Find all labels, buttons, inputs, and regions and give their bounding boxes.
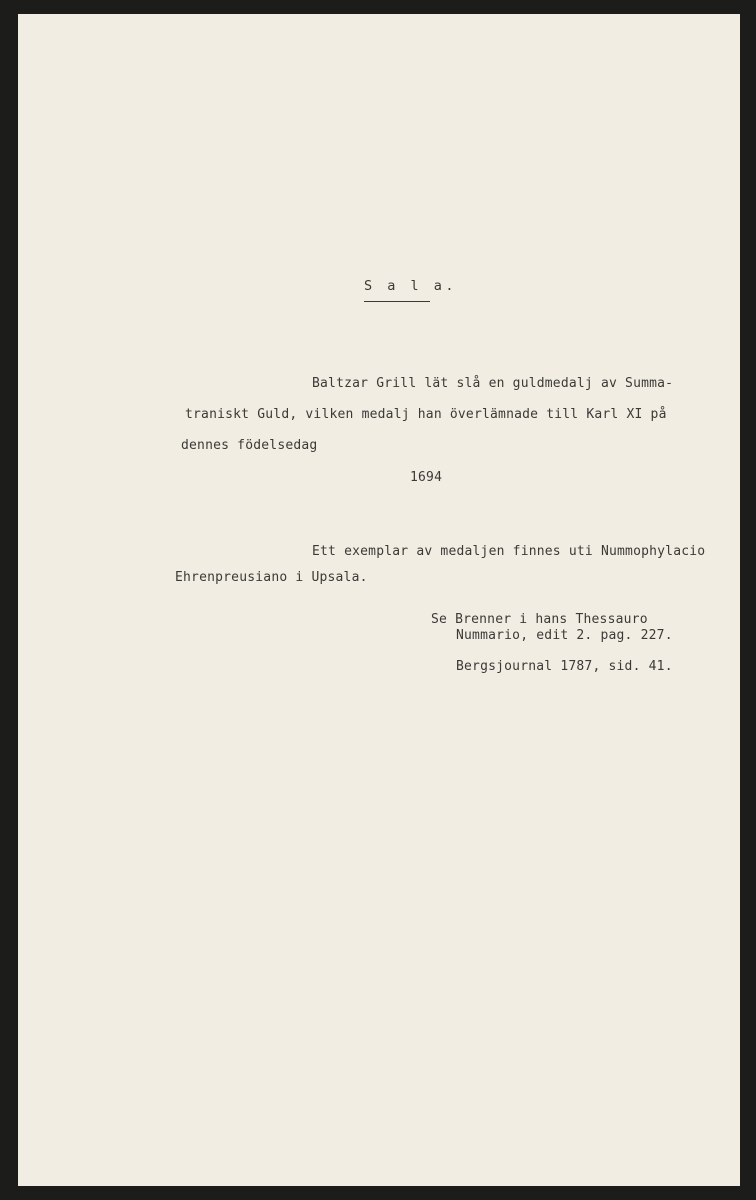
paragraph-1-line-3: dennes födelsedag xyxy=(181,438,318,453)
reference-2: Bergsjournal 1787, sid. 41. xyxy=(456,659,673,674)
reference-1-line-2: Nummario, edit 2. pag. 227. xyxy=(456,628,673,643)
paragraph-2-line-1: Ett exemplar av medaljen finnes uti Nummophylacio xyxy=(312,544,706,559)
paragraph-1-line-2: traniskt Guld, vilken medalj han överlämnade till Karl XI på xyxy=(185,407,667,422)
page-title: S a l a. xyxy=(364,278,458,294)
title-underline xyxy=(364,301,430,302)
paragraph-2-line-2: Ehrenpreusiano i Upsala. xyxy=(175,570,368,585)
document-page xyxy=(18,14,740,1186)
paragraph-1-line-1: Baltzar Grill lät slå en guldmedalj av Summa- xyxy=(312,376,674,391)
reference-1-line-1: Se Brenner i hans Thessauro xyxy=(431,612,648,627)
year-text: 1694 xyxy=(410,470,443,485)
